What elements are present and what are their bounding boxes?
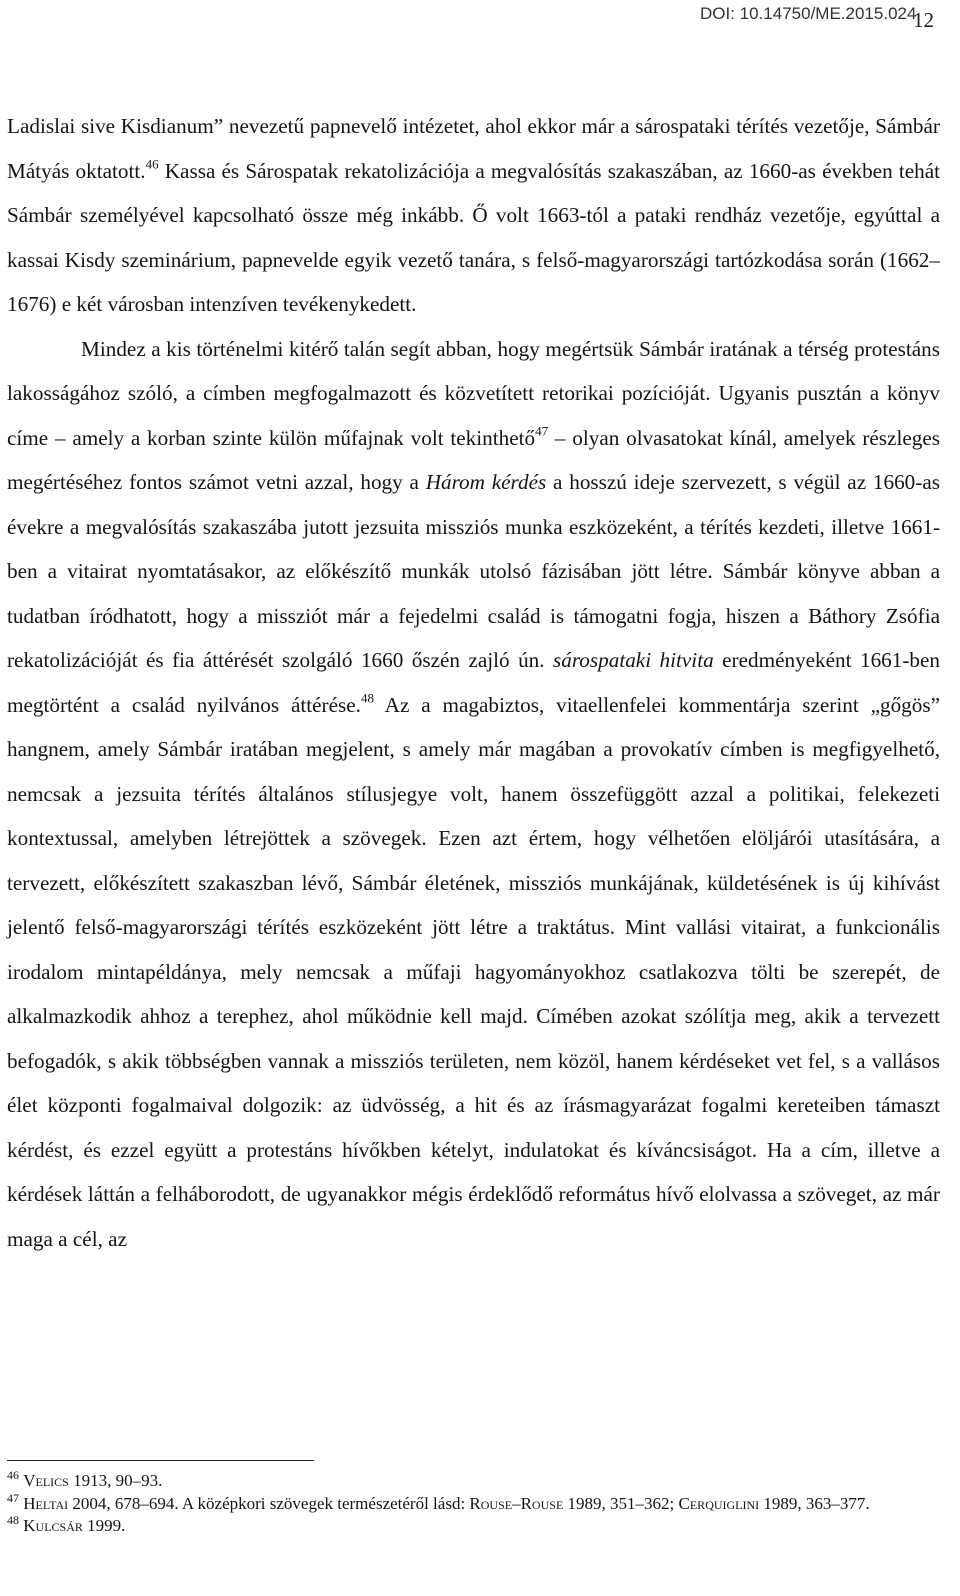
footnote-separator [7, 1460, 314, 1461]
footnote-ref-46[interactable]: 46 [145, 155, 159, 171]
footnote-47-text-1: 2004, 678–694. A középkori szövegek természetéről lásd: [68, 1493, 470, 1513]
italic-sarospataki-hitvita: sárospataki hitvita [553, 648, 714, 672]
footnote-48-text: 1999. [82, 1516, 126, 1535]
footnote-number-47: 47 [7, 1490, 19, 1505]
paragraph-1 [7, 104, 940, 327]
footnote-46 [7, 1467, 940, 1493]
paragraph-2-part-e: Az a magabiztos, vitaellenfelei kommentárja szerint „gőgös” hangnem, amely Sámbár iratában megjelent, s amely már magában a provokatív címben is megfigyelhető, nemcsak a jezsuita térítés általános stílusjegye volt, hanem összefüggött azzal a politikai, felekezeti kontextussal, amelyben létrejöttek a szövegek. Ezen azt értem, hogy vélhetően elöljárói utasítására, a tervezett, előkészített szakaszban lévő, Sámbár életének, missziós munkájának, küldetésének is új kihívást jelentő felső-magyarországi térítés eszközeként jött létre a traktátus. Mint vallási vitairat, a funkcionális irodalom mintapéldánya, mely nemcsak a műfaji hagyományokhoz csatlakozva tölti be szerepét, de alkalmazkodik ahhoz a terephez, ahol működnie kell majd. Címében azokat szólítja meg, akik a tervezett befogadók, s akik többségben vannak a missziós területen, nem közöl, hanem kérdéseket vet fel, s a vallásos élet központi fogalmaival dolgozik: az üdvösség, a hit és az írásmagyarázat fogalmi kereteiben támaszt kérdést, és ezzel együtt a protestáns hívőkben kételyt, indulatokat és kíváncsiságot. Ha a cím, illetve a kérdések láttán a felháborodott, de ugyanakkor mégis érdeklődő református hívő elolvassa a szöveget, az már maga a cél, az [7, 692, 941, 1251]
footnote-47-author-1: Heltai [23, 1493, 69, 1513]
body-text [7, 104, 940, 1261]
footnote-48-author: Kulcsár [23, 1516, 83, 1535]
footnote-ref-48[interactable]: 48 [360, 689, 374, 705]
footnote-46-author: Velics [23, 1471, 69, 1490]
paragraph-2-part-b: – olyan olvasatokat kínál, amelyek részleges megértéséhez fontos számot vetni azzal, hogy a [7, 425, 940, 494]
paragraph-2-part-d: eredményeként 1661-ben megtörtént a család nyilvános áttérése. [7, 648, 941, 717]
doi-header: DOI: 10.14750/ME.2015.024 [700, 4, 917, 23]
footnotes [7, 1467, 940, 1538]
footnote-46-text: 1913, 90–93. [68, 1471, 163, 1490]
paragraph-1-part-a: Ladislai sive Kisdianum” nevezetű papnevelő intézetet, ahol ekkor már a sárospataki térítés vezetője, Sámbár Mátyás oktatott. [7, 114, 940, 183]
footnote-47-author-2: Rouse–Rouse [469, 1493, 564, 1513]
page-number: 12 [913, 8, 934, 32]
footnote-number-46: 46 [7, 1467, 19, 1482]
footnote-48 [7, 1512, 940, 1538]
paragraph-2 [7, 327, 940, 1262]
paragraph-2-part-a: Mindez a kis történelmi kitérő talán segít abban, hogy megértsük Sámbár iratának a térség protestáns lakosságához szóló, a címben megfogalmazott és közvetített retorikai pozícióját. Ugyanis pusztán a könyv címe – amely a korban szinte külön műfajnak volt tekinthető [7, 336, 940, 450]
paragraph-2-part-c: a hosszú ideje szervezett, s végül az 1660-as évekre a megvalósítás szakaszába jutott jezsuita missziós munka eszközeként, a térítés kezdeti, illetve 1661-ben a vitairat nyomtatásakor, az előkészítő munkák utolsó fázisában jött létre. Sámbár könyve abban a tudatban íródhatott, hogy a missziót már a fejedelmi család is támogatni fogja, hiszen a Báthory Zsófia rekatolizációját és fia áttérését szolgáló 1660 őszén zajló ún. [7, 470, 940, 672]
italic-title-harom-kerdes: Három kérdés [425, 470, 547, 494]
footnote-47-text-2: 1989, 351–362; [563, 1493, 679, 1513]
footnote-ref-47[interactable]: 47 [535, 422, 549, 438]
footnote-number-48: 48 [7, 1512, 19, 1527]
paragraph-1-part-b: Kassa és Sárospatak rekatolizációja a megvalósítás szakaszában, az 1660-as években tehát Sámbár személyével kapcsolható össze még inkább. Ő volt 1663-tól a pataki rendház vezetője, egyúttal a kassai Kisdy szeminárium, papnevelde egyik vezető tanára, s felső-magyarországi tartózkodása során (1662–1676) e két városban intenzíven tevékenykedett. [7, 158, 941, 316]
footnote-47 [7, 1490, 940, 1516]
footnote-47-text-3: 1989, 363–377. [759, 1493, 870, 1513]
footnote-47-author-3: Cerquiglini [678, 1493, 760, 1513]
